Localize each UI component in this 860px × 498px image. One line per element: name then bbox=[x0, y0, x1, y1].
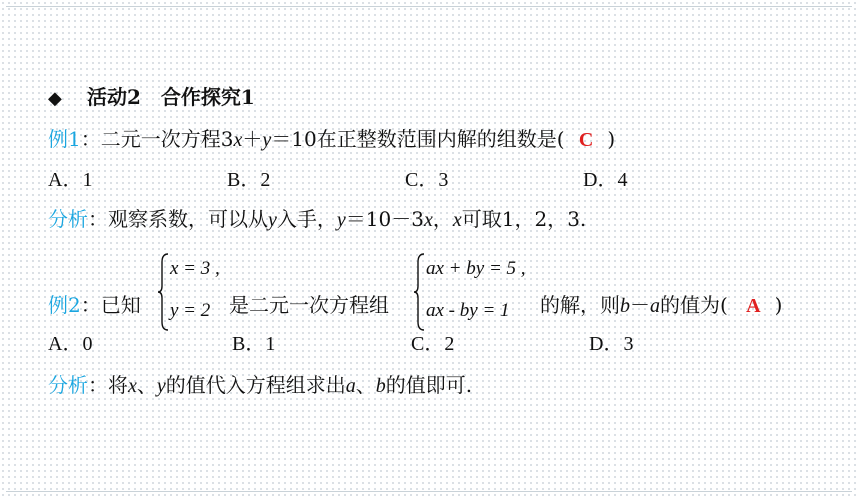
example2-answer: A bbox=[746, 295, 761, 317]
example1-option-b: B．2 bbox=[227, 169, 271, 191]
equation-1: ax + by = 5 , bbox=[426, 258, 526, 279]
example2-option-c: C．2 bbox=[411, 333, 455, 355]
solution-y: y = 2 bbox=[170, 300, 211, 321]
equation-2: ax - by = 1 bbox=[426, 300, 510, 321]
example2-option-a: A．0 bbox=[48, 333, 93, 355]
analysis2-label: 分析 bbox=[48, 373, 88, 397]
activity-title: 活动2 合作探究1 bbox=[86, 85, 255, 109]
left-brace-icon bbox=[158, 252, 170, 332]
equation-system bbox=[414, 252, 544, 332]
analysis2-text: 分析：将x、y的值代入方程组求出a、b的值即可. bbox=[48, 373, 473, 397]
example1-answer: C bbox=[578, 129, 594, 151]
left-brace-icon bbox=[414, 252, 426, 332]
example2-question-tail: 的解，则b－a的值为( A ) bbox=[540, 293, 783, 317]
example2-mid-text: 是二元一次方程组 bbox=[229, 293, 389, 317]
solution-x: x = 3 , bbox=[170, 258, 220, 279]
diamond-bullet-icon: ◆ bbox=[48, 88, 62, 109]
example1-option-c: C．3 bbox=[405, 169, 449, 191]
system-solution bbox=[158, 252, 228, 332]
slide-frame bbox=[6, 6, 852, 492]
analysis1-text: 分析：观察系数，可以从y入手，y＝10－3x，x可取1，2，3. bbox=[48, 207, 587, 231]
activity-heading bbox=[48, 84, 255, 112]
analysis1-label: 分析 bbox=[48, 207, 88, 231]
example1-question: 例1：二元一次方程3x＋y＝10在正整数范围内解的组数是( C ) bbox=[48, 127, 616, 151]
example1-option-a: A．1 bbox=[48, 169, 93, 191]
example1-label: 例1 bbox=[48, 127, 81, 151]
example1-option-d: D．4 bbox=[583, 169, 628, 191]
example2-label-line: 例2：已知 bbox=[48, 293, 141, 317]
example2-option-b: B．1 bbox=[232, 333, 276, 355]
example2-option-d: D．3 bbox=[589, 333, 634, 355]
example2-label: 例2 bbox=[48, 293, 81, 317]
